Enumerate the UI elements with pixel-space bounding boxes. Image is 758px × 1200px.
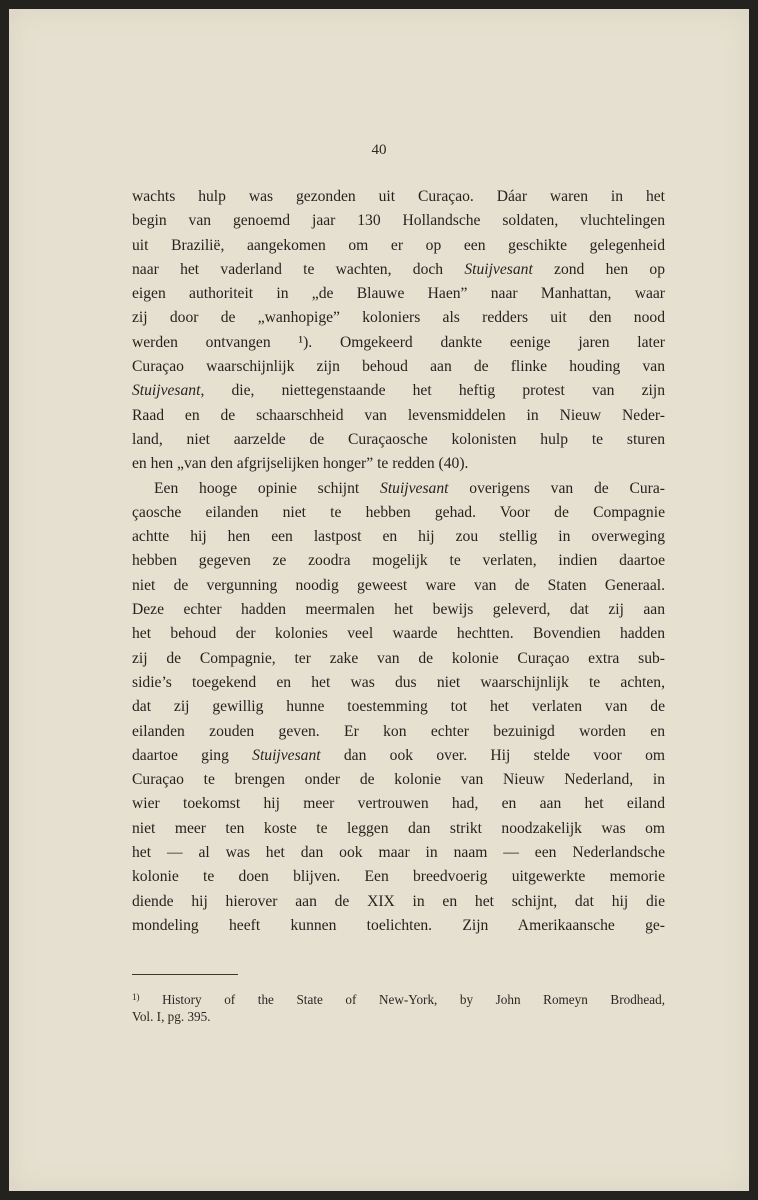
text-line: Een hooge opinie schijnt Stuijvesant overigens van de Cura- bbox=[154, 479, 665, 497]
text-line: mondeling heeft kunnen toelichten. Zijn Amerikaansche ge- bbox=[132, 916, 665, 934]
text-line: begin van genoemd jaar 130 Hollandsche soldaten, vluchtelingen bbox=[132, 212, 665, 230]
page-number: 40 bbox=[371, 142, 387, 158]
text-line: en hen „van den afgrijselijken honger” te redden (40). bbox=[132, 455, 469, 473]
footnote-text: History of the State of New-York, by John Romeyn Brodhead, bbox=[162, 992, 665, 1007]
text-line: niet de vergunning noodig geweest ware van de Staten Generaal. bbox=[132, 576, 665, 594]
italic-name: Stuijvesant bbox=[380, 479, 449, 497]
text-line: het — al was het dan ook maar in naam — een Nederlandsche bbox=[132, 844, 665, 862]
text-line: uit Brazilië, aangekomen om er op een geschikte gelegenheid bbox=[132, 236, 665, 254]
text-line: zij de Compagnie, ter zake van de kolonie Curaçao extra sub- bbox=[132, 649, 665, 667]
text-line: Stuijvesant, die, niettegenstaande het heftig protest van zijn bbox=[132, 382, 665, 400]
text-line: werden ontvangen ¹). Omgekeerd dankte eenige jaren later bbox=[132, 333, 665, 351]
text-line: diende hij hierover aan de XIX in en het schijnt, dat hij die bbox=[132, 892, 665, 910]
italic-name: Stuijvesant bbox=[464, 260, 533, 278]
text-line: Deze echter hadden meermalen het bewijs geleverd, dat zij aan bbox=[132, 601, 665, 619]
footnote-divider bbox=[132, 974, 238, 975]
italic-name: Stuijvesant bbox=[132, 382, 201, 400]
text-line: daartoe ging Stuijvesant dan ook over. Hij stelde voor om bbox=[132, 746, 666, 764]
footnote bbox=[132, 987, 665, 1027]
text-line: wier toekomst hij meer vertrouwen had, en aan het eiland bbox=[132, 795, 665, 813]
text-line: niet meer ten koste te leggen dan strikt noodzakelijk was om bbox=[132, 819, 665, 837]
italic-name: Stuijvesant bbox=[252, 746, 321, 764]
footnote-marker: 1) bbox=[132, 992, 140, 1002]
body-text bbox=[132, 185, 665, 938]
text-line: sidie’s toegekend en het was dus niet waarschijnlijk te achten, bbox=[132, 673, 665, 691]
text-line: het behoud der kolonies veel waarde hechtten. Bovendien hadden bbox=[132, 625, 665, 643]
text-line: zij door de „wanhopige” koloniers als redders uit den nood bbox=[132, 309, 665, 327]
text-line: hebben gegeven ze zoodra mogelijk te verlaten, indien daartoe bbox=[132, 552, 665, 570]
footnote-line: Vol. I, pg. 395. bbox=[132, 1009, 211, 1024]
text-line: dat zij gewillig hunne toestemming tot het verlaten van de bbox=[132, 698, 665, 716]
text-line: wachts hulp was gezonden uit Curaçao. Dáar waren in het bbox=[132, 188, 665, 205]
text-line: naar het vaderland te wachten, doch Stuijvesant zond hen op bbox=[132, 260, 665, 278]
text-line: çaosche eilanden niet te hebben gehad. Voor de Compagnie bbox=[132, 503, 665, 521]
text-line: land, niet aarzelde de Curaçaosche kolonisten hulp te sturen bbox=[132, 430, 665, 448]
footnote-line bbox=[132, 987, 665, 1007]
text-line: eigen authoriteit in „de Blauwe Haen” naar Manhattan, waar bbox=[132, 285, 665, 303]
text-line: Curaçao waarschijnlijk zijn behoud aan de flinke houding van bbox=[132, 358, 665, 376]
text-line: Curaçao te brengen onder de kolonie van Nieuw Nederland, in bbox=[132, 771, 665, 789]
text-line: kolonie te doen blijven. Een breedvoerig uitgewerkte memorie bbox=[132, 868, 665, 886]
text-line: Raad en de schaarschheid van levensmiddelen in Nieuw Neder- bbox=[132, 406, 665, 424]
text-line: achtte hij hen een lastpost en hij zou stellig in overweging bbox=[132, 528, 665, 546]
document-page bbox=[9, 9, 749, 1191]
text-line: eilanden zouden geven. Er kon echter bezuinigd worden en bbox=[132, 722, 665, 740]
